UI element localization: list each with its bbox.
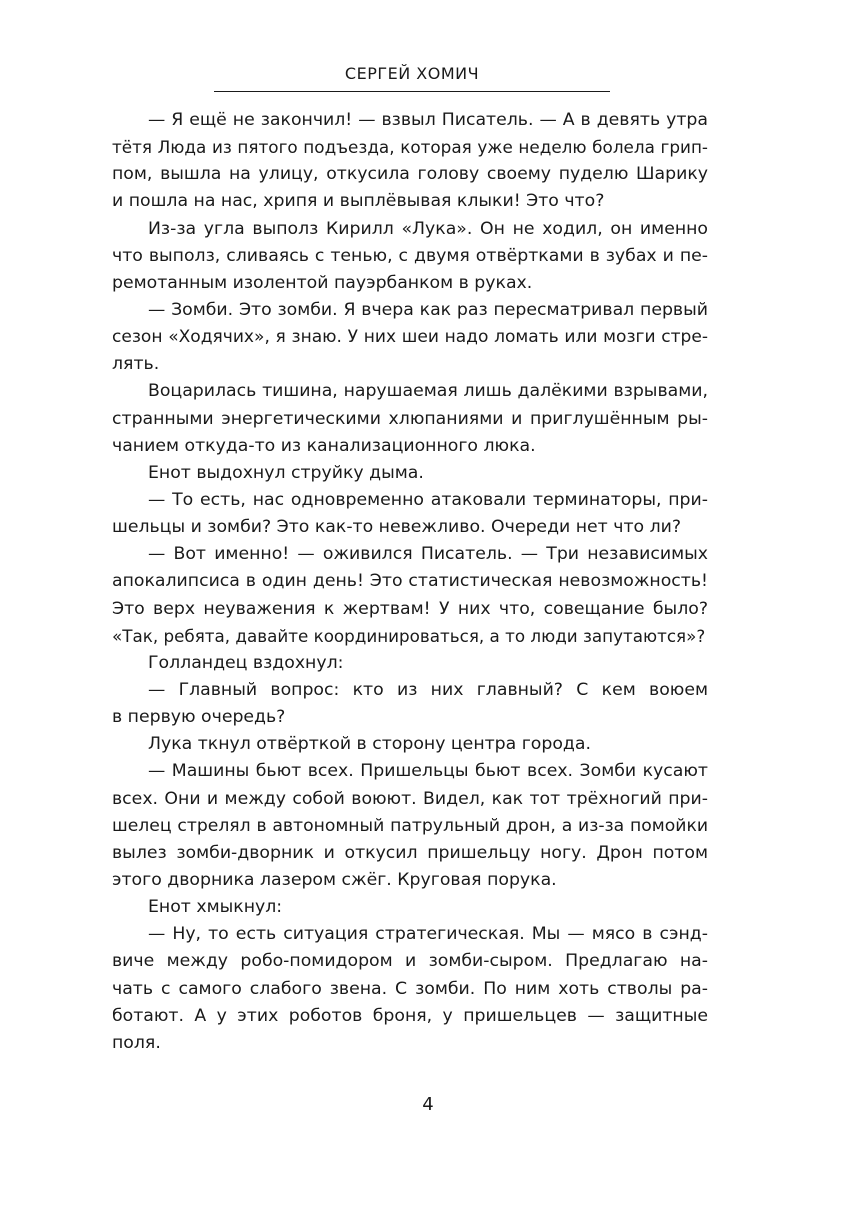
text-line: апокалипсиса в один день! Это статистическая невозможность! — [112, 571, 708, 592]
text-line: всех. Они и между собой воюют. Видел, как тот трёхногий при- — [112, 788, 708, 809]
text-line: — Главный вопрос: кто из них главный? С кем воюем — [148, 679, 708, 700]
text-line: что выполз, сливаясь с тенью, с двумя отвёртками в зубах и пе- — [112, 245, 708, 266]
text-line: — Зомби. Это зомби. Я вчера как раз пересматривал первый — [148, 299, 708, 320]
author-name: СЕРГЕЙ ХОМИЧ — [344, 64, 480, 83]
text-line: пом, вышла на улицу, откусила голову своему пуделю Шарику — [112, 164, 708, 185]
text-line: и пошла на нас, хрипя и выплёвывая клыки! Это что? — [112, 191, 605, 212]
text-line: чанием откуда-то из канализационного люка. — [112, 435, 536, 456]
text-line: виче между робо-помидором и зомби-сыром. Предлагаю на- — [112, 951, 708, 972]
text-line: Лука ткнул отвёрткой в сторону центра города. — [148, 734, 591, 755]
text-line: шельцы и зомби? Это как-то невежливо. Очереди нет что ли? — [112, 517, 682, 538]
text-line: в первую очередь? — [112, 707, 286, 728]
text-line: — Ну, то есть ситуация стратегическая. Мы — мясо в сэнд- — [148, 924, 708, 945]
text-line: — Вот именно! — оживился Писатель. — Три независимых — [148, 544, 708, 565]
text-line: Это верх неуважения к жертвам! У них что, совещание было? — [112, 598, 708, 619]
text-line: тётя Люда из пятого подъезда, которая уже неделю болела грип- — [112, 137, 708, 158]
text-line: шелец стрелял в автономный патрульный дрон, а из-за помойки — [112, 815, 708, 836]
text-line: ремотанным изолентой пауэрбанком в руках. — [112, 272, 533, 293]
text-line: лять. — [112, 354, 160, 375]
header-rule — [214, 91, 610, 92]
text-line: странными энергетическими хлюпаниями и приглушённым ры- — [112, 408, 708, 429]
text-line: «Так, ребята, давайте координироваться, а то люди запутаются»? — [112, 625, 706, 646]
text-line: Воцарилась тишина, нарушаемая лишь далёкими взрывами, — [148, 381, 708, 402]
text-line: — Машины бьют всех. Пришельцы бьют всех. Зомби кусают — [148, 761, 708, 782]
text-line: чать с самого слабого звена. С зомби. По ним хоть стволы ра- — [112, 978, 708, 999]
page-body — [112, 107, 708, 1057]
page-number: 4 — [422, 1094, 434, 1115]
text-line: — Я ещё не закончил! — взвыл Писатель. — А в девять утра — [148, 110, 708, 130]
text-line: Из-за угла выполз Кирилл «Лука». Он не ходил, он именно — [148, 218, 708, 239]
text-line: этого дворника лазером сжёг. Круговая порука. — [112, 869, 557, 890]
text-line: поля. — [112, 1032, 161, 1053]
text-line: вылез зомби-дворник и откусил пришельцу ногу. Дрон потом — [112, 842, 708, 863]
running-header — [214, 63, 610, 85]
text-line: ботают. А у этих роботов броня, у пришельцев — защитные — [112, 1005, 708, 1026]
text-line: Голландец вздохнул: — [148, 652, 344, 673]
text-line: сезон «Ходячих», я знаю. У них шеи надо ломать или мозги стре- — [112, 327, 708, 348]
text-line: Енот выдохнул струйку дыма. — [148, 462, 424, 483]
text-line: Енот хмыкнул: — [148, 897, 283, 918]
text-line: — То есть, нас одновременно атаковали терминаторы, при- — [148, 489, 708, 510]
